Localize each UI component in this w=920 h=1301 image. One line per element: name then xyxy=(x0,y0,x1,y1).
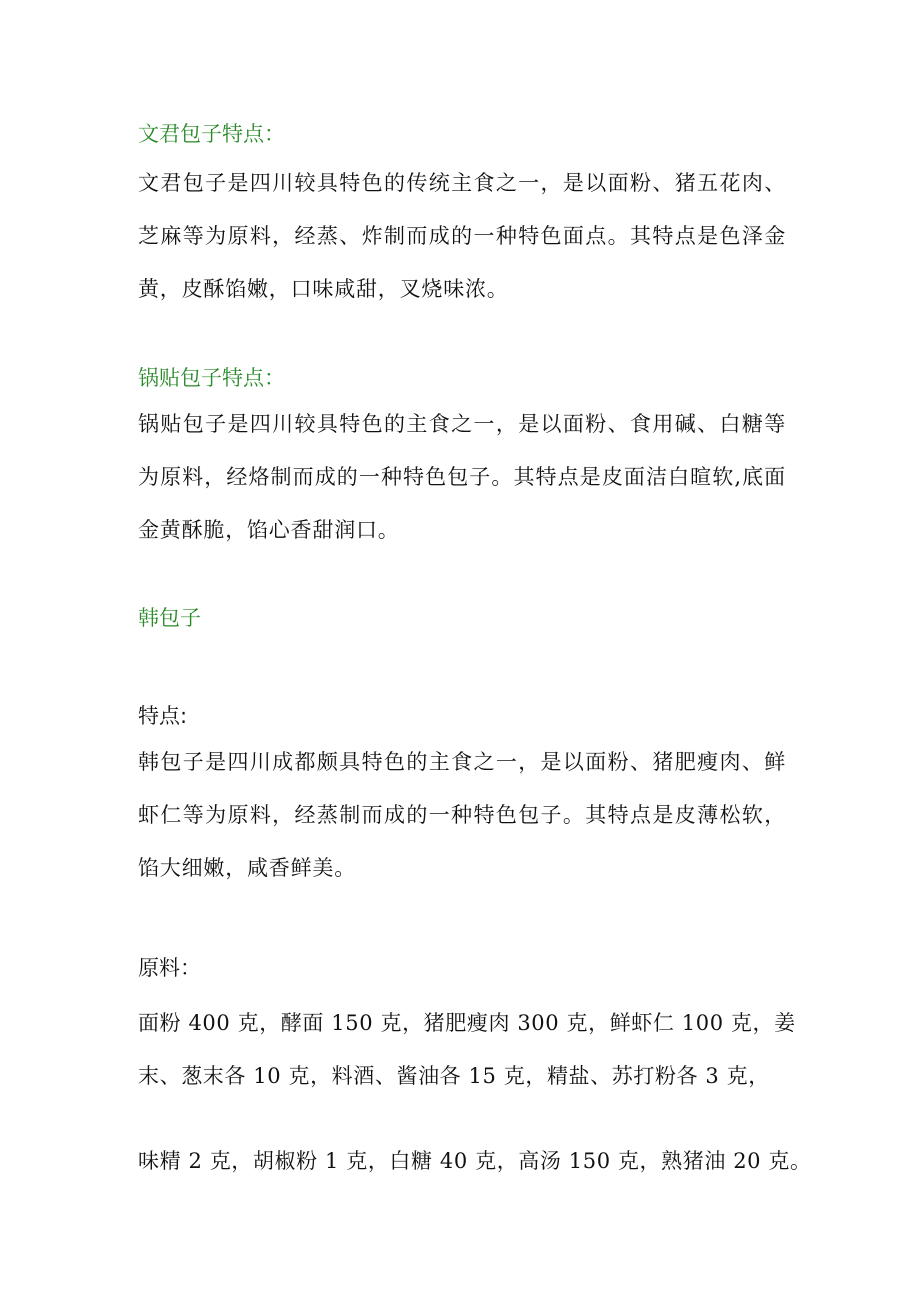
guotie-paragraph: 锅贴包子是四川较具特色的主食之一，是以面粉、食用碱、白糖等为原料，经烙制而成的一种特色包子。其特点是皮面洁白暄软,底面金黄酥脆，馅心香甜润口。 xyxy=(138,412,786,542)
han-features-paragraph: 韩包子是四川成都颇具特色的主食之一，是以面粉、猪肥瘦肉、鲜虾仁等为原料，经蒸制而成的一种特色包子。其特点是皮薄松软，馅大细嫩，咸香鲜美。 xyxy=(138,750,786,880)
han-heading: 韩包子 xyxy=(138,606,201,630)
guotie-heading: 锅贴包子特点： xyxy=(138,366,285,390)
ingredients-line: 面粉 400 克，酵面 150 克，猪肥瘦肉 300 克，鲜虾仁 100 克，姜 xyxy=(138,1011,796,1035)
wenjun-heading: 文君包子特点： xyxy=(138,122,285,146)
wenjun-paragraph: 文君包子是四川较具特色的传统主食之一，是以面粉、猪五花肉、芝麻等为原料，经蒸、炸制而成的一种特色面点。其特点是色泽金黄，皮酥馅嫩，口味咸甜，叉烧味浓。 xyxy=(138,171,786,301)
han-ingredients-label: 原料： xyxy=(138,956,201,980)
han-features-label: 特点: xyxy=(138,704,188,728)
ingredients-line: 末、葱末各 10 克，料酒、酱油各 15 克，精盐、苏打粉各 3 克， xyxy=(138,1064,770,1088)
ingredients-line: 味精 2 克，胡椒粉 1 克，白糖 40 克，高汤 150 克，熟猪油 20 克。 xyxy=(138,1149,812,1173)
